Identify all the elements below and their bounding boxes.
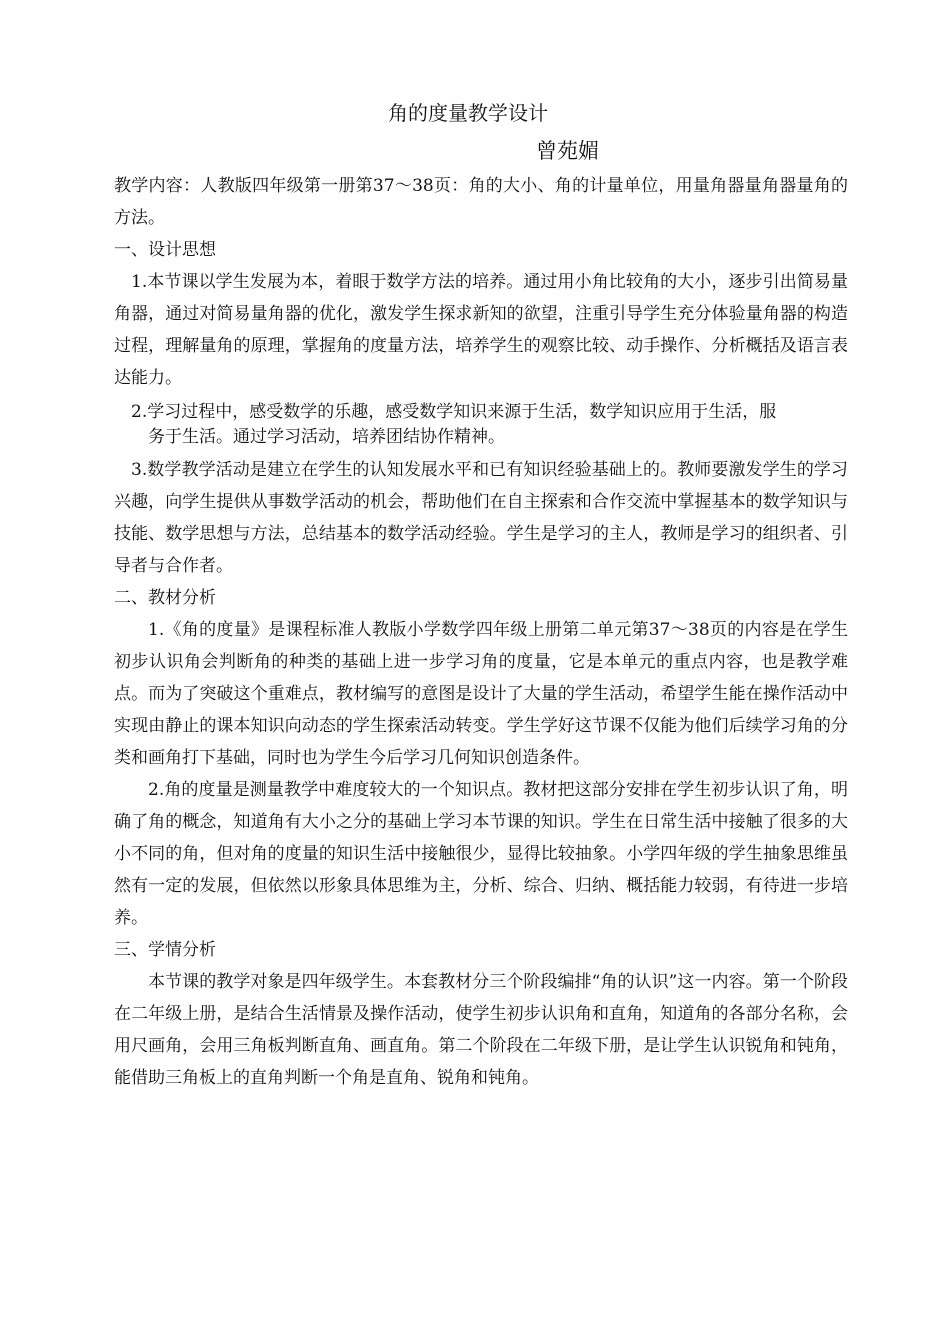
document-title: 角的度量教学设计 [388,101,548,125]
intro-paragraph: 教学内容：人教版四年级第一册第37～38页：角的大小、角的计量单位，用量角器量角器量角的方法。 [114,176,848,228]
materials-paragraph-2: 2.角的度量是测量教学中难度较大的一个知识点。教材把这部分安排在学生初步认识了角，明确了角的概念，知道角有大小之分的基础上学习本节课的知识。学生在日常生活中接触了很多的大小不同的角，但对角的度量的知识生活中接触很少，显得比较抽象。小学四年级的学生抽象思维虽然有一定的发展，但依然以形象具体思维为主，分析、综合、归纳、概括能力较弱，有待进一步培养。 [114,780,848,928]
students-paragraph-1: 本节课的教学对象是四年级学生。本套教材分三个阶段编排“角的认识”这一内容。第一个阶段 在二年级上册，是结合生活情景及操作活动，使学生初步认识角和直角，知道角的各部分名称，会用尺画角，会用三角板判断直角、画直角。第二个阶段在二年级下册，是让学生认识锐角和钝角，能借助三角板上的直角判断一个角是直角、锐角和钝角。 [114,972,865,1088]
materials-paragraph-1: 1.《角的度量》是课程标准人教版小学数学四年级上册第二单元第37～38页的内容是在学生初步认识角会判断角的种类的基础上进一步学习角的度量，它是本单元的重点内容，也是教学难点。而为了突破这个重难点，教材编写的意图是设计了大量的学生活动，希望学生能在操作活动中实现由静止的课本知识向动态的学生探索活动转变。学生学好这节课不仅能为他们后续学习角的分类和画角打下基础，同时也为学生今后学习几何知识创造条件。 [114,620,848,768]
section-heading-students: 三、学情分析 [114,940,216,960]
section-heading-design: 一、设计思想 [114,240,216,260]
design-paragraph-1: 1.本节课以学生发展为本，着眼于数学方法的培养。通过用小角比较角的大小，逐步引出简易量角器，通过对简易量角器的优化，激发学生探求新知的欲望，注重引导学生充分体验量角器的构造过程，理解量角的原理，掌握角的度量方法，培养学生的观察比较、动手操作、分析概括及语言表达能力。 [114,272,848,388]
design-paragraph-2 [114,394,848,454]
section-heading-materials: 二、教材分析 [114,588,216,608]
document-body [114,170,865,1094]
design-paragraph-2-line-2: 务于生活。通过学习活动，培养团结协作精神。 [148,427,505,447]
design-paragraph-3: 3.数学教学活动是建立在学生的认知发展水平和已有知识经验基础上的。教师要激发学生的学习兴趣，向学生提供从事数学活动的机会，帮助他们在自主探索和合作交流中掌握基本的数学知识与技能、数学思想与方法，总结基本的数学活动经验。学生是学习的主人，教师是学习的组织者、引导者与合作者。 [114,460,848,576]
design-paragraph-2-line-1: 2.学习过程中，感受数学的乐趣，感受数学知识来源于生活，数学知识应用于生活，服 [131,402,777,422]
document-author: 曾苑媚 [536,139,599,163]
